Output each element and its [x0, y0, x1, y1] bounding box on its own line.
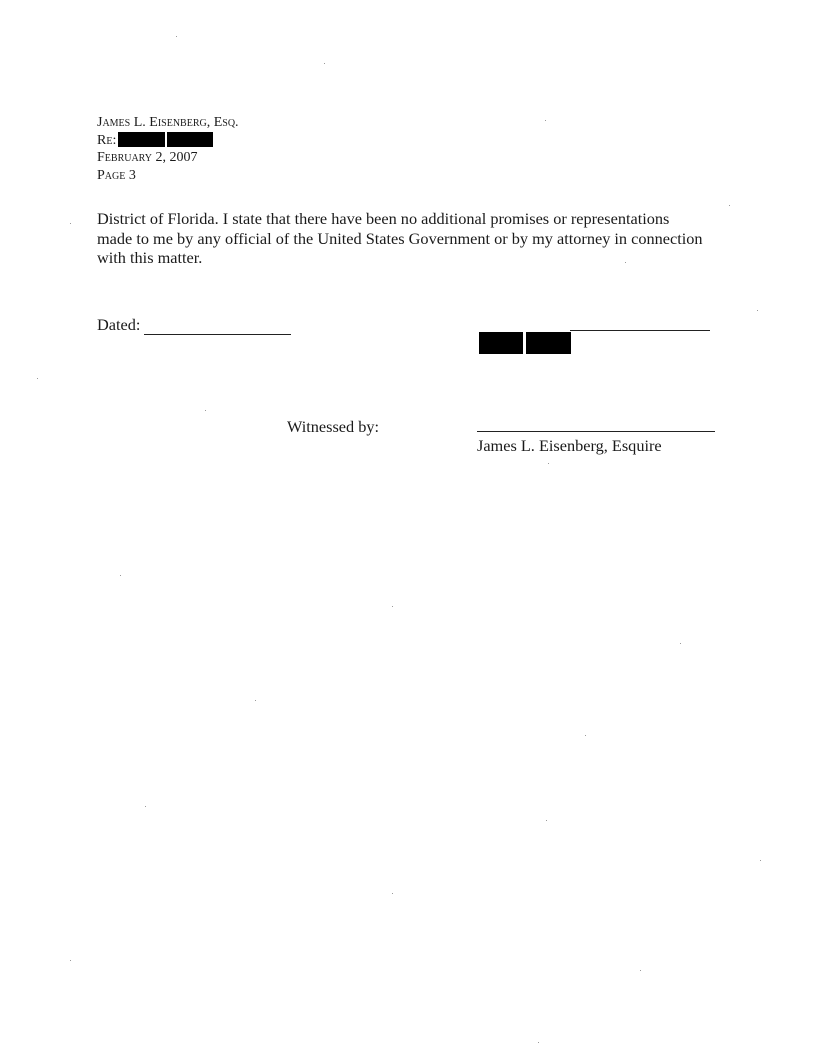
scan-speck [625, 262, 626, 263]
header-re-label: Re: [97, 132, 117, 148]
scan-speck [37, 378, 38, 379]
scan-speck [760, 860, 761, 861]
body-paragraph [97, 209, 737, 268]
scan-speck [392, 606, 393, 607]
scan-speck [546, 820, 547, 821]
scan-speck [70, 223, 71, 224]
scan-speck [585, 735, 586, 736]
header-page: Page 3 [97, 167, 136, 183]
scan-speck [545, 120, 546, 121]
redaction-box [526, 332, 571, 354]
body-line: District of Florida. I state that there have been no additional promises or representations [97, 209, 670, 228]
scan-speck [176, 36, 177, 37]
scan-speck [729, 205, 730, 206]
dated-label: Dated: [97, 315, 141, 334]
witness-signature-line [477, 431, 715, 432]
scan-speck [680, 643, 681, 644]
dated-blank-line [144, 320, 291, 335]
header-name: James L. Eisenberg, Esq. [97, 115, 239, 130]
body-line: with this matter. [97, 248, 203, 267]
scan-speck [640, 970, 641, 971]
witnessed-by-label: Witnessed by: [287, 417, 380, 436]
scan-speck [205, 410, 206, 411]
dated-field [97, 315, 291, 335]
scan-speck [757, 310, 758, 311]
scan-speck [548, 463, 549, 464]
scan-speck [70, 960, 71, 961]
redaction-box [118, 132, 165, 147]
scan-speck [392, 893, 393, 894]
letter-header [97, 114, 239, 184]
scan-speck [145, 806, 146, 807]
scan-speck [255, 700, 256, 701]
body-line: made to me by any official of the United States Government or by my attorney in connection [97, 228, 703, 248]
header-date: February 2, 2007 [97, 150, 198, 165]
witness-name: James L. Eisenberg, Esquire [477, 436, 662, 455]
redaction-box [167, 132, 213, 147]
scan-speck [120, 575, 121, 576]
redaction-box [479, 332, 523, 354]
header-re [97, 132, 239, 150]
signature-line [570, 330, 710, 331]
scan-speck [538, 1042, 539, 1043]
scan-speck [324, 63, 325, 64]
